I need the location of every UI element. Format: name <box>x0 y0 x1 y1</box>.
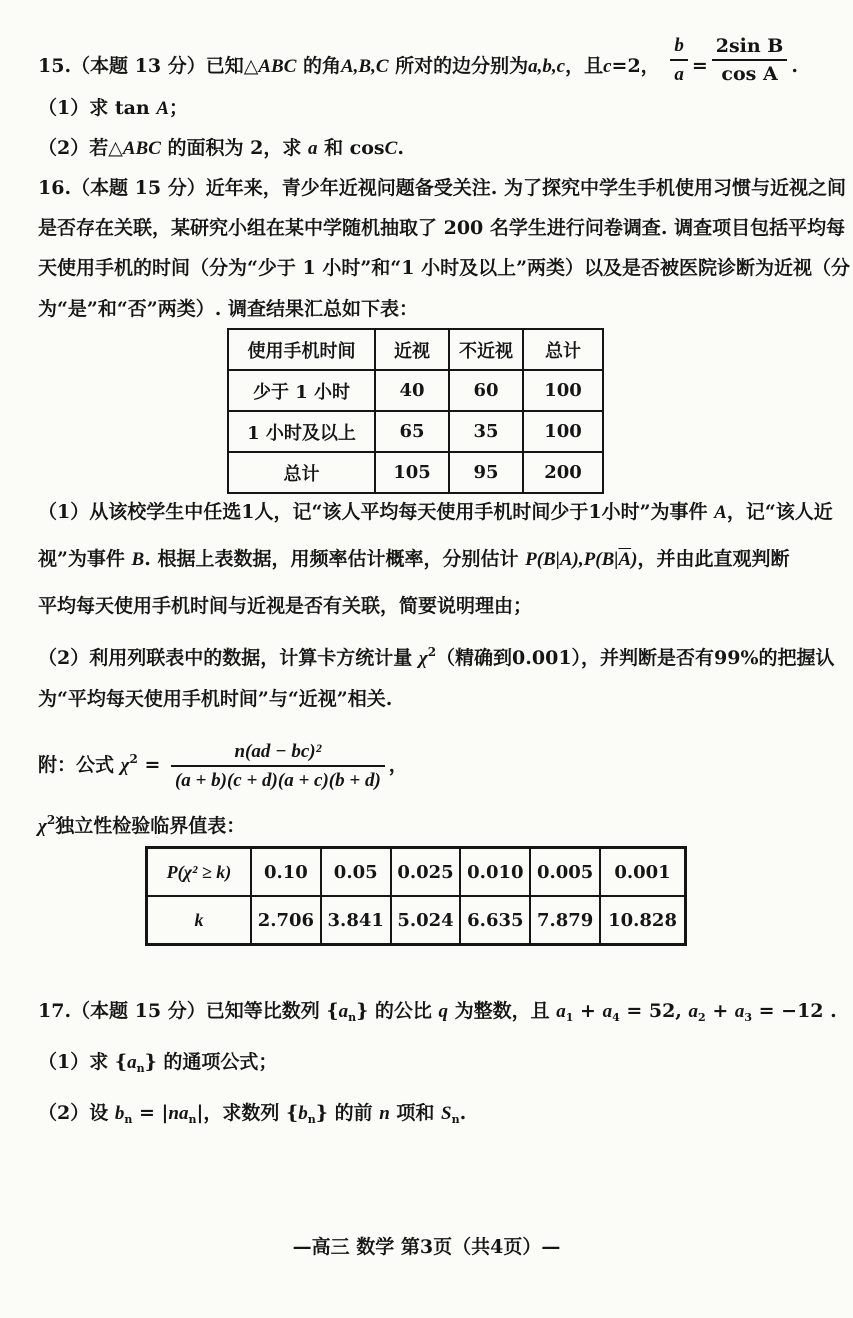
table-cell: 65 <box>375 411 449 452</box>
table-row <box>147 848 686 897</box>
table-cell: 200 <box>523 452 603 493</box>
table-cell: 2.706 <box>251 896 321 945</box>
table-header-cell: 使用手机时间 <box>228 329 375 370</box>
chi-square-formula: 附：公式 $\chi^2$ = $\frac{\text{n(ad − bc)²}}{(a + b)(c + d)(a + c)(b + d)}$ ， <box>38 741 408 791</box>
table-cell: 10.828 <box>600 896 685 945</box>
table-cell: 0.025 <box>391 848 461 897</box>
table-cell: P(χ² ≥ k) <box>147 848 252 897</box>
question-17-part-2: （2）设 $b_n = |na_n|$，求数列 $\{b_n\}$ 的前 n 项和 $S_n$. <box>38 1102 467 1126</box>
table-cell: 1 小时及以上 <box>228 411 375 452</box>
table-header-cell: 总计 <box>523 329 603 370</box>
table-header-cell: 近视 <box>375 329 449 370</box>
table-cell: 总计 <box>228 452 375 493</box>
critical-value-table <box>145 846 687 946</box>
table-cell: 7.879 <box>530 896 600 945</box>
table-cell: 95 <box>449 452 523 493</box>
table-cell: 35 <box>449 411 523 452</box>
table-cell: 少于 1 小时 <box>228 370 375 411</box>
fraction-b-over-a: $\frac{b}{a}$ <box>670 34 688 86</box>
table-row <box>228 370 603 411</box>
question-16-part-1-line-2: 视”为事件 B. 根据上表数据，用频率估计概率，分别估计 $P(B|A),P(B|\overline{A})$，并由此直观判断 <box>38 548 790 570</box>
formula-fraction: $\frac{\text{n(ad − bc)²}}{(a + b)(c + d)(a + c)(b + d)}$ <box>171 740 385 792</box>
table-cell: 5.024 <box>391 896 461 945</box>
table-cell: 0.001 <box>600 848 685 897</box>
question-16-part-1-line-1: （1）从该校学生中任选1人，记“该人平均每天使用手机时间少于1小时”为事件 A，记“该人近 <box>38 501 833 523</box>
table-cell: 6.635 <box>460 896 530 945</box>
question-17-stem: 17.（本题 15 分）已知等比数列 $\{a_n\}$ 的公比 q 为整数，且 $a_1 + a_4 = 52$, $a_2 + a_3 = -12$ . <box>38 1000 837 1024</box>
question-17-part-1: （1）求 $\{a_n\}$ 的通项公式； <box>38 1051 278 1075</box>
question-16-line-4: 为“是”和“否”两类）. 调查结果汇总如下表： <box>38 298 418 320</box>
question-15-part-1: （1）求 tan A； <box>38 97 189 119</box>
table-row <box>147 896 686 945</box>
question-16-line-2: 是否存在关联，某研究小组在某中学随机抽取了 200 名学生进行问卷调查. 调查项目包括平均每 <box>38 217 846 239</box>
table-row <box>228 452 603 493</box>
table-cell: 3.841 <box>321 896 391 945</box>
table-header-cell: 不近视 <box>449 329 523 370</box>
table-cell: 60 <box>449 370 523 411</box>
question-16-line-3: 天使用手机的时间（分为“少于 1 小时”和“1 小时及以上”两类）以及是否被医院诊断为近视（分 <box>38 257 851 279</box>
fraction-2sinB-over-cosA: $\frac{\text{2sin B}}{\text{cos A}}$ <box>712 35 788 85</box>
table-cell: 105 <box>375 452 449 493</box>
question-16-part-1-line-3: 平均每天使用手机时间与近视是否有关联，简要说明理由； <box>38 595 533 617</box>
table-cell: 0.010 <box>460 848 530 897</box>
page-footer: —高三 数学 第3页（共4页）— <box>292 1236 561 1258</box>
table-header-row <box>228 329 603 370</box>
table-cell: 0.05 <box>321 848 391 897</box>
question-16-part-2-line-2: 为“平均每天使用手机时间”与“近视”相关. <box>38 688 393 710</box>
table-cell: 40 <box>375 370 449 411</box>
table-cell: 100 <box>523 370 603 411</box>
question-15-part-2: （2）若△ABC 的面积为 2，求 a 和 cosC. <box>38 137 404 159</box>
question-16-line-1: 16.（本题 15 分）近年来，青少年近视问题备受关注. 为了探究中学生手机使用习惯与近视之间 <box>38 177 846 199</box>
table-row <box>228 411 603 452</box>
question-16-part-2-line-1: （2）利用列联表中的数据，计算卡方统计量 $\chi^2$（精确到0.001），并判断是否有99%的把握认 <box>38 645 835 669</box>
question-15-stem: 15.（本题 13 分）已知△ABC 的角A,B,C 所对的边分别为a,b,c，且c=2， $\frac{b}{a}$ = $\frac{\text{2sin B}}{\text{cos A}}$ . <box>38 35 798 85</box>
table-cell: 0.10 <box>251 848 321 897</box>
table-cell: 0.005 <box>530 848 600 897</box>
table-cell: k <box>147 896 252 945</box>
table-cell: 100 <box>523 411 603 452</box>
survey-table <box>227 328 604 494</box>
critical-table-title: $\chi^2$独立性检验临界值表： <box>38 813 246 837</box>
